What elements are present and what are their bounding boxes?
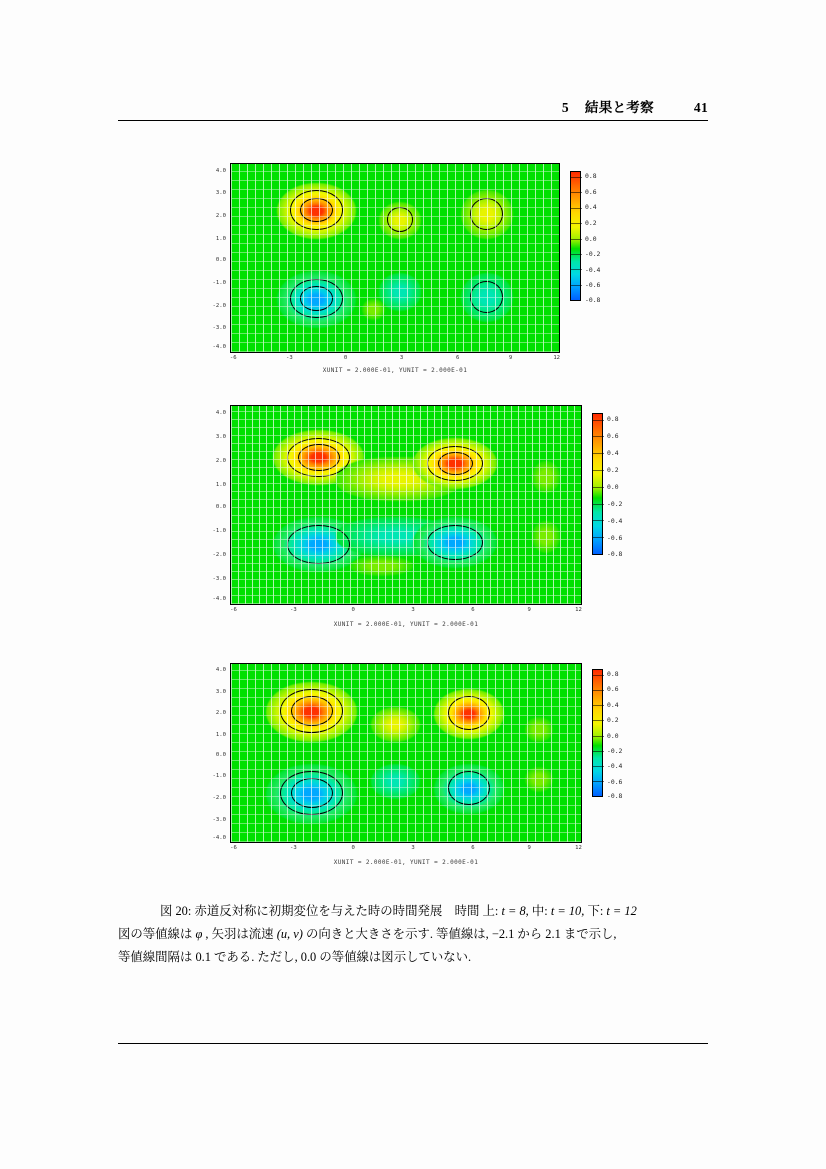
- panel-middle-field: [231, 406, 581, 604]
- y-tick: 0.0: [215, 256, 226, 263]
- colorbar-label: -0.2: [607, 499, 623, 508]
- velocity-vector-overlay: [231, 406, 581, 604]
- y-tick: -3.0: [212, 325, 226, 332]
- x-tick: -6: [230, 845, 237, 851]
- caption-line1-bot: 下:: [587, 904, 604, 918]
- header-rule: [118, 120, 708, 121]
- caption-phi-symbol: φ: [195, 926, 203, 941]
- x-tick: 12: [575, 607, 582, 613]
- x-tick: -3: [286, 355, 293, 361]
- caption-line1-mid: 中:: [531, 904, 548, 918]
- y-tick: 4.0: [215, 667, 226, 674]
- x-tick: 9: [508, 355, 513, 361]
- x-tick: 0: [343, 355, 348, 361]
- panel-middle-unit-caption: XUNIT = 2.000E-01, YUNIT = 2.000E-01: [333, 621, 479, 628]
- header-section-number: 5: [561, 100, 569, 115]
- y-tick: -1.0: [212, 773, 226, 780]
- x-tick: 3: [399, 355, 404, 361]
- header-page-number: 41: [693, 100, 708, 115]
- y-tick: -3.0: [212, 576, 226, 582]
- colorbar-label: -0.8: [607, 549, 623, 558]
- colorbar-gradient: [592, 669, 603, 797]
- panel-middle-plot: [230, 405, 582, 605]
- x-tick: 6: [456, 355, 460, 361]
- panel-top-y-axis: [198, 163, 226, 353]
- x-tick: 9: [527, 845, 531, 851]
- panel-top-colorbar: [570, 171, 601, 304]
- caption-line2-a: 図の等値線は: [118, 926, 193, 941]
- caption-line2-b: , 矢羽は流速: [205, 926, 274, 941]
- x-tick: 9: [527, 607, 531, 613]
- panel-bottom-plot: [230, 663, 582, 843]
- footer-rule: [118, 1043, 708, 1044]
- colorbar-label: -0.6: [585, 281, 601, 290]
- y-tick: 4.0: [215, 167, 226, 174]
- x-tick: -6: [230, 607, 237, 613]
- velocity-vector-overlay: [231, 164, 559, 352]
- panel-middle-y-axis: [198, 405, 226, 605]
- y-tick: 1.0: [215, 732, 226, 738]
- velocity-vector-overlay: [231, 664, 581, 842]
- caption-line1-main: 赤道反対称に初期変位を与えた時の時間発展 時間 上:: [194, 904, 499, 918]
- caption-time-bottom: t = 12: [606, 904, 637, 918]
- colorbar-label: -0.4: [607, 516, 623, 525]
- panel-top-x-axis: [230, 355, 560, 365]
- figure-panel-top: [198, 155, 628, 377]
- colorbar-label: -0.2: [585, 250, 601, 259]
- y-tick: -4.0: [212, 596, 226, 602]
- y-tick: -4.0: [212, 834, 226, 841]
- page-header: [118, 96, 708, 126]
- figure-panel-middle: [198, 397, 628, 637]
- panel-top-unit-caption: XUNIT = 2.000E-01, YUNIT = 2.000E-01: [322, 367, 468, 374]
- panel-top-field: [231, 164, 559, 352]
- y-tick: -3.0: [212, 816, 226, 823]
- y-tick: -2.0: [212, 302, 226, 309]
- colorbar-label: -0.4: [585, 265, 601, 274]
- colorbar-label: -0.4: [607, 762, 623, 771]
- caption-line2-d: −2.1 から 2.1 まで示し,: [491, 926, 617, 941]
- y-tick: 1.0: [215, 236, 226, 242]
- x-tick: 6: [471, 845, 475, 851]
- caption-velocity-symbol: (u, v): [276, 926, 303, 941]
- figure-caption: [118, 900, 710, 969]
- colorbar-label: 0.8: [607, 414, 619, 423]
- colorbar-gradient: [570, 171, 581, 301]
- colorbar-label: 0.6: [607, 685, 619, 694]
- caption-label: 図 20:: [160, 904, 192, 918]
- y-tick: 2.0: [215, 213, 226, 220]
- y-tick: 4.0: [215, 410, 226, 416]
- x-tick: 6: [471, 607, 475, 613]
- y-tick: 2.0: [215, 458, 226, 464]
- colorbar-label: 0.0: [607, 731, 619, 740]
- header-section-title: 結果と考察: [584, 100, 654, 115]
- y-tick: 3.0: [215, 434, 226, 440]
- colorbar-label: 0.0: [585, 234, 597, 243]
- y-tick: 3.0: [215, 190, 226, 197]
- y-tick: 3.0: [215, 688, 226, 695]
- x-tick: 12: [575, 845, 582, 851]
- y-tick: -1.0: [212, 528, 226, 534]
- panel-bottom-x-axis: [230, 845, 582, 855]
- panel-bottom-field: [231, 664, 581, 842]
- x-tick: -3: [289, 845, 297, 851]
- y-tick: 0.0: [215, 504, 226, 510]
- y-tick: -2.0: [212, 552, 226, 558]
- figure-20: [118, 155, 708, 877]
- colorbar-label: -0.2: [607, 746, 623, 755]
- panel-top-plot: [230, 163, 560, 353]
- x-tick: 0: [351, 845, 355, 851]
- colorbar-label: -0.6: [607, 533, 623, 542]
- panel-middle-x-axis: [230, 607, 582, 617]
- panel-bottom-colorbar: [592, 669, 623, 800]
- colorbar-label: 0.8: [585, 172, 597, 181]
- x-tick: 3: [411, 845, 415, 851]
- colorbar-label: 0.8: [607, 670, 619, 679]
- colorbar-label: -0.6: [607, 777, 623, 786]
- y-tick: 0.0: [215, 751, 226, 758]
- colorbar-label: 0.4: [607, 700, 619, 709]
- x-tick: -3: [289, 607, 297, 613]
- y-tick: 1.0: [215, 482, 226, 488]
- panel-bottom-unit-caption: XUNIT = 2.000E-01, YUNIT = 2.000E-01: [333, 859, 479, 866]
- panel-bottom-y-axis: [198, 663, 226, 843]
- y-tick: 2.0: [215, 710, 226, 717]
- colorbar-label: 0.0: [607, 482, 619, 491]
- panel-middle-colorbar: [592, 413, 623, 558]
- colorbar-label: -0.8: [585, 295, 601, 304]
- colorbar-label: 0.2: [585, 219, 597, 227]
- y-tick: -4.0: [212, 344, 226, 351]
- colorbar-label: 0.6: [585, 187, 597, 196]
- colorbar-label: 0.2: [607, 465, 619, 474]
- y-tick: -2.0: [212, 795, 226, 801]
- colorbar-gradient: [592, 413, 603, 555]
- x-tick: 0: [351, 607, 355, 613]
- caption-line2-c: の向きと大きさを示す. 等値線は,: [305, 926, 489, 941]
- x-tick: 12: [553, 355, 561, 361]
- header-text: [562, 96, 708, 116]
- figure-panel-bottom: [198, 655, 628, 877]
- x-tick: 3: [411, 607, 415, 613]
- colorbar-label: -0.8: [607, 791, 623, 800]
- caption-time-top: t = 8,: [501, 904, 529, 918]
- y-tick: -1.0: [212, 279, 226, 286]
- colorbar-label: 0.4: [607, 448, 619, 457]
- caption-line3: 等値線間隔は 0.1 である. ただし, 0.0 の等値線は図示していない.: [118, 949, 472, 964]
- colorbar-label: 0.4: [585, 203, 597, 212]
- caption-time-middle: t = 10,: [550, 904, 585, 918]
- colorbar-label: 0.2: [607, 716, 619, 725]
- x-tick: -6: [229, 355, 237, 361]
- colorbar-label: 0.6: [607, 431, 619, 440]
